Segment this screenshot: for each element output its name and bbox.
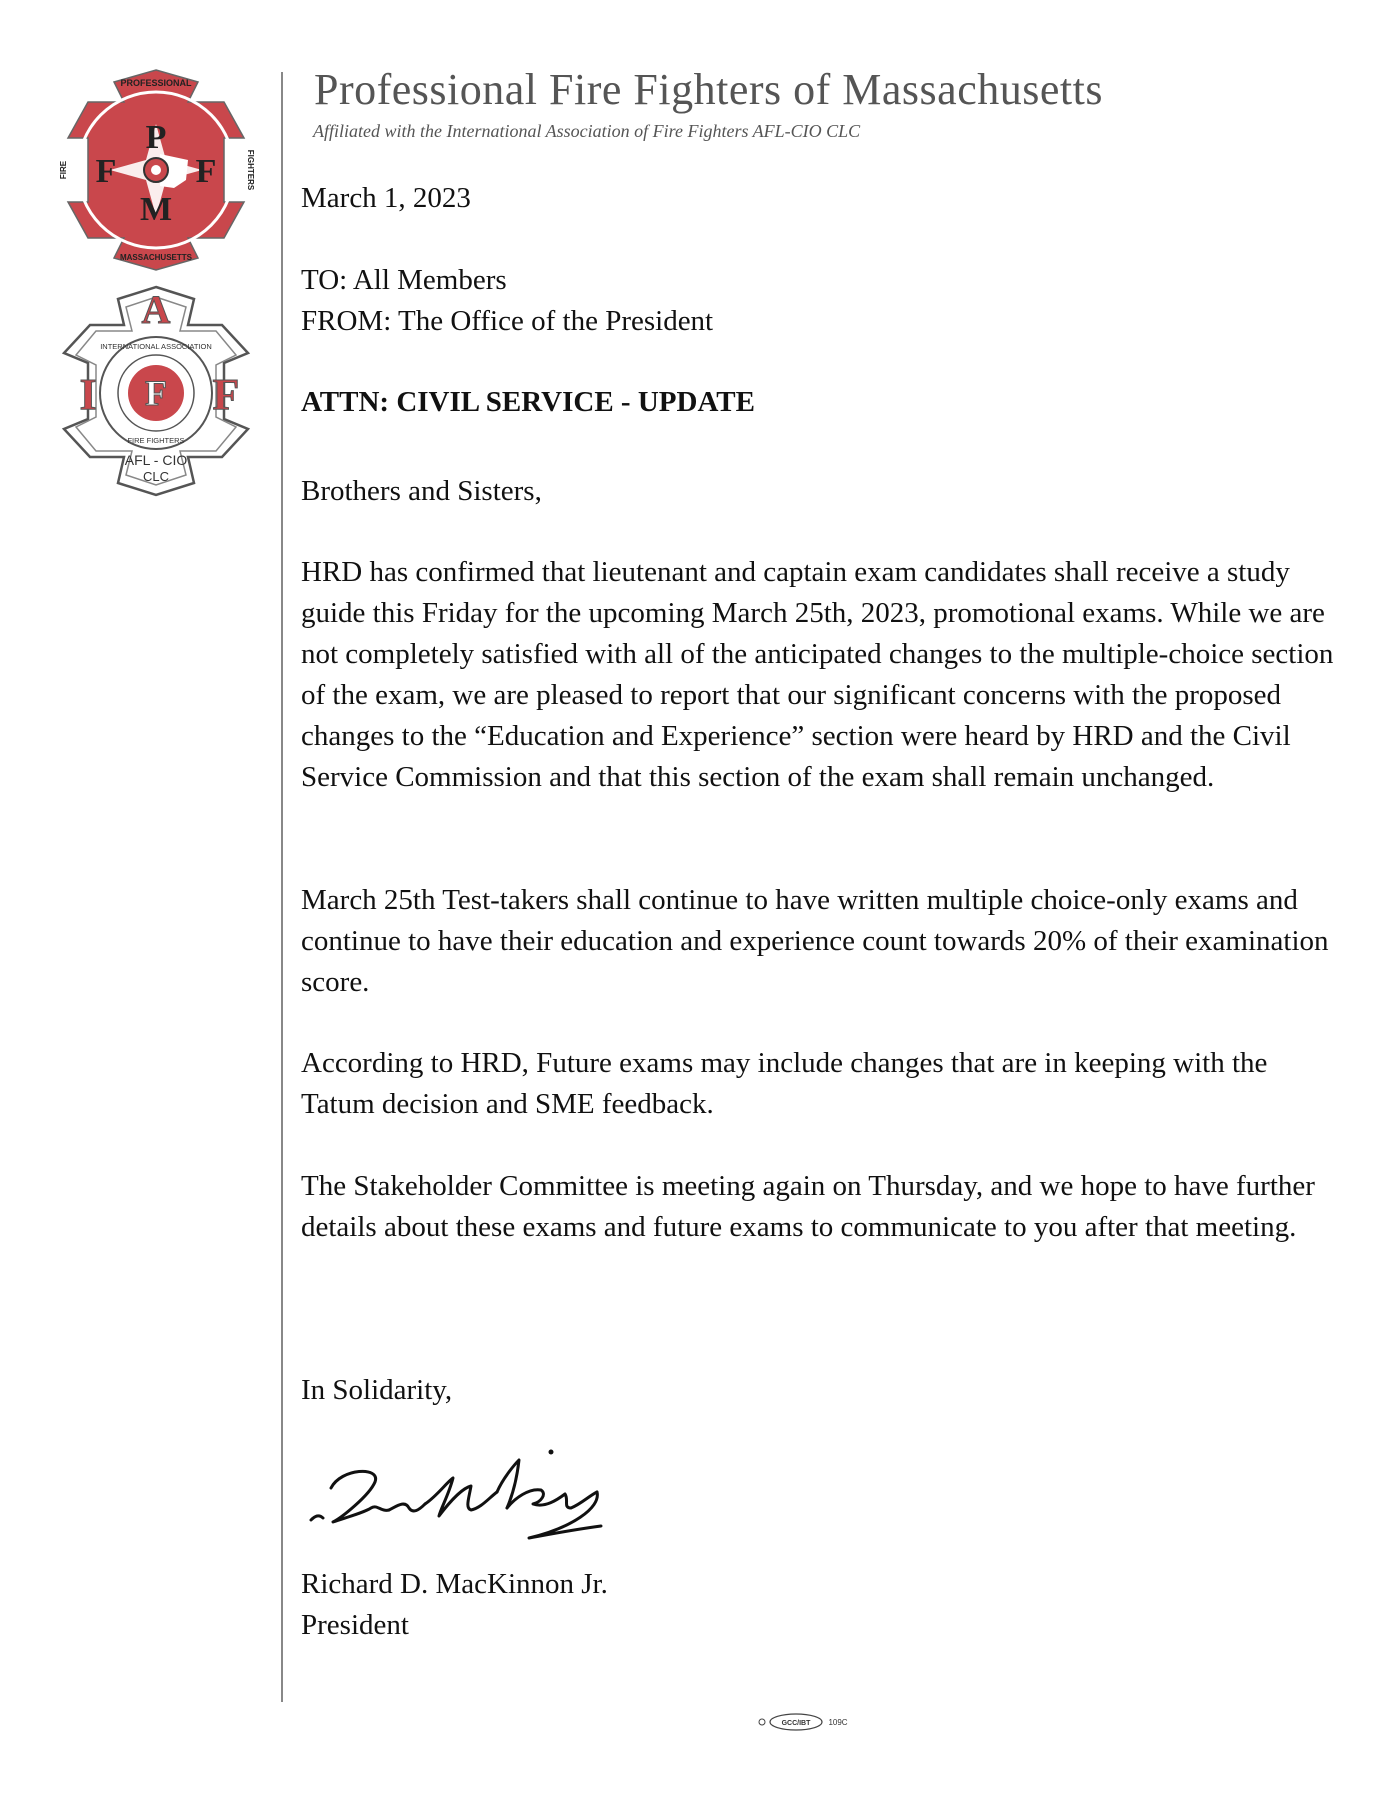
pffm-logo [48,62,264,278]
pffm-letter-f2: F [195,153,217,190]
pffm-ring-left: FIRE [59,160,68,180]
org-affiliation: Affiliated with the International Association of Fire Fighters AFL-CIO CLC [313,121,861,141]
vertical-divider [281,72,283,1702]
pffm-ring-right: FIGHTERS [246,149,255,191]
iaff-center-letter: F [145,373,167,413]
pffm-ring-top: PROFESSIONAL [120,78,192,88]
union-bug-number: 109C [828,1718,848,1727]
pffm-letter-m: M [139,191,173,228]
signer-name: Richard D. MacKinnon Jr. [301,1568,608,1600]
pffm-ring-bottom: MASSACHUSETTS [119,253,193,262]
signer-title: President [301,1609,409,1641]
iaff-letter-f: F [212,370,240,419]
paragraph: March 25th Test-takers shall continue to have written multiple choice-only exams and continue to have their education and experience count towards 20% of their examination score. [301,884,1329,998]
union-bug-icon [756,1711,852,1733]
sidebar [0,0,282,1812]
letter-to: TO: All Members [301,264,507,296]
iaff-letter-i: I [79,370,97,419]
letter-attn: ATTN: CIVIL SERVICE - UPDATE [301,386,755,418]
letter-from: FROM: The Office of the President [301,305,714,337]
iaff-letter-a: A [141,287,171,332]
paragraph: HRD has confirmed that lieutenant and captain exam candidates shall receive a study guide this Friday for the upcoming March 25th, 2023, promotional exams. While we are not completely satisfied with all of the anticipated changes to the multiple-choice section of the exam, we are pleased to report that our significant concerns with the proposed changes to the “Education and Experience” section were heard by HRD and the Civil Service Commission and that this section of the exam shall remain unchanged. [301,556,1334,793]
letter-salutation: Brothers and Sisters, [301,475,542,507]
union-bug-text: GCC/IBT [781,1720,811,1727]
signature [301,1438,631,1548]
letter-date: March 1, 2023 [301,182,471,214]
iaff-afl-cio: AFL - CIO [124,452,188,468]
org-name: Professional Fire Fighters of Massachusetts [314,65,1103,114]
iaff-ring-text: INTERNATIONAL ASSOCIATION [100,342,212,351]
paragraph: According to HRD, Future exams may include changes that are in keeping with the Tatum decision and SME feedback. [301,1047,1268,1120]
iaff-logo [48,283,264,499]
letter-closing: In Solidarity, [301,1374,453,1406]
iaff-ring-bottom: FIRE FIGHTERS [127,436,185,445]
paragraph: The Stakeholder Committee is meeting again on Thursday, and we hope to have further details about these exams and future exams to communicate to you after that meeting. [301,1170,1315,1243]
pffm-letter-p: P [145,119,167,156]
iaff-clc: CLC [142,469,170,484]
pffm-letter-f1: F [95,153,117,190]
